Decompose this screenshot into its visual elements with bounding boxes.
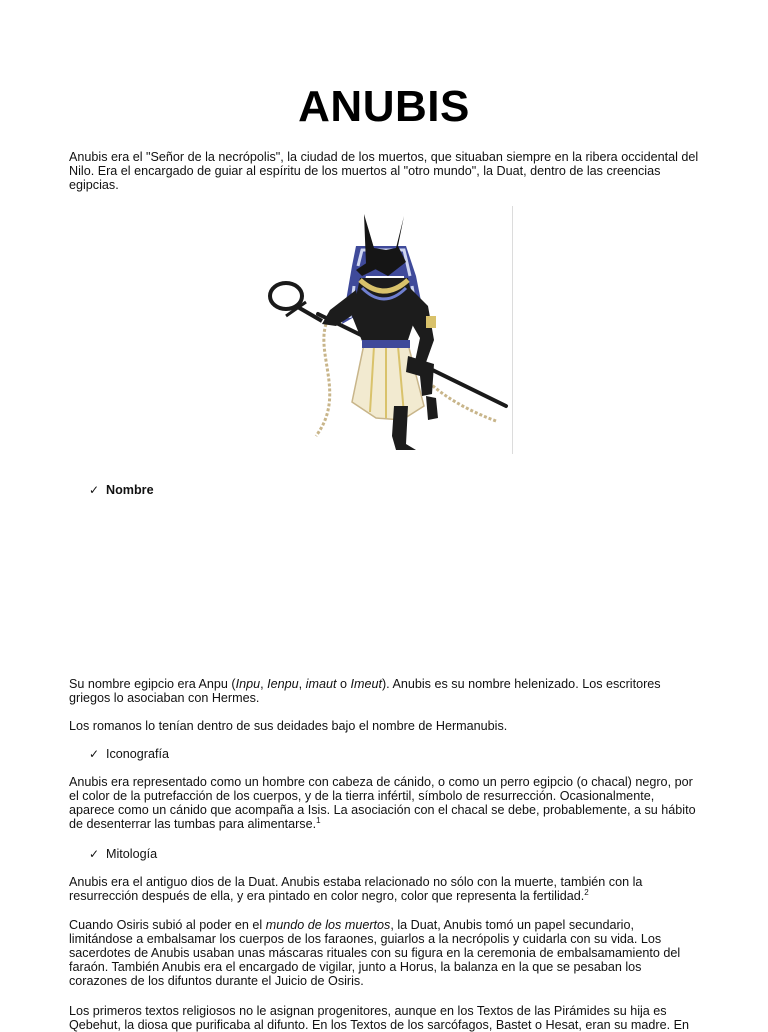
figure-edge bbox=[512, 206, 513, 454]
text-run: ). Anubis es su nombre helenizado. Los escritores griegos lo asociaban con Hermes. bbox=[69, 677, 661, 705]
name-variant: Imeut bbox=[350, 677, 382, 691]
section-heading-iconografia bbox=[89, 747, 169, 761]
text-run: o bbox=[336, 677, 351, 691]
anubis-figure bbox=[256, 206, 513, 454]
checkmark-icon: ✓ bbox=[89, 483, 100, 497]
mitologia-paragraph-1 bbox=[69, 875, 701, 903]
name-variant: imaut bbox=[305, 677, 337, 691]
section-label: Mitología bbox=[106, 847, 158, 861]
text-run: Anubis era representado como un hombre con cabeza de cánido, o como un perro egipcio (o chacal) negro, por el color de la putrefacción de los cuerpos, y de la tierra infértil, símbolo de resurrección. Ocasionalmente, aparece como un cánido que acompaña a Isis. La asociación con el chacal se debe, probablemente, a su hábito de desenterrar las tumbas para alimentarse. bbox=[69, 775, 696, 831]
text-run: Anubis era el antiguo dios de la Duat. Anubis estaba relacionado no sólo con la muerte, también con la resurrección después de ella, y era pintado en color negro, color que representa la fertilidad. bbox=[69, 875, 643, 903]
checkmark-icon: ✓ bbox=[89, 747, 100, 761]
page-title: ANUBIS bbox=[298, 82, 470, 131]
section-label: Iconografía bbox=[106, 747, 170, 761]
footnote-ref: 2 bbox=[584, 887, 589, 897]
text-run: Cuando Osiris subió al poder en el bbox=[69, 918, 266, 932]
footnote-ref: 1 bbox=[316, 815, 321, 825]
name-variant: Ienpu bbox=[267, 677, 299, 691]
emphasis: mundo de los muertos bbox=[265, 918, 391, 932]
nombre-paragraph-2: Los romanos lo tenían dentro de sus deidades bajo el nombre de Hermanubis. bbox=[69, 719, 508, 733]
text-run: , bbox=[298, 677, 306, 691]
mitologia-paragraph-3: Los primeros textos religiosos no le asignan progenitores, aunque en los Textos de las Pirámides su hija es Qebehut, la diosa que purificaba al difunto. En los Textos de los sarcófagos, Bastet o Hesat, eran su madre. En bbox=[69, 1004, 690, 1032]
intro-paragraph: Anubis era el "Señor de la necrópolis", la ciudad de los muertos, que situaban siempre en la ribera occidental del Nilo. Era el encargado de guiar al espíritu de los muertos al "otro mundo", la Duat, dentro de las creencias egipcias. bbox=[69, 150, 699, 192]
section-heading-mitologia bbox=[89, 847, 157, 861]
iconografia-paragraph bbox=[69, 775, 701, 831]
anubis-figure-icon bbox=[256, 206, 513, 454]
section-heading-nombre bbox=[89, 483, 154, 497]
mitologia-paragraph-2 bbox=[69, 918, 701, 988]
checkmark-icon: ✓ bbox=[89, 847, 100, 861]
name-variant: Inpu bbox=[235, 677, 261, 691]
nombre-paragraph-1 bbox=[69, 677, 701, 705]
text-run: , la Duat, Anubis tomó un papel secundario, limitándose a embalsamar los cuerpos de los faraones, guiarlos a la necrópolis y cuidarla con su vida. Los sacerdotes de Anubis usaban unas máscaras rituales con su figura en la ceremonia de embalsamamiento del faraón. También Anubis era el encargado de vigilar, junto a Horus, la balanza en la que se pesaban los corazones de los difuntos durante el Juicio de Osiris. bbox=[69, 918, 681, 988]
text-run: Su nombre egipcio era Anpu ( bbox=[69, 677, 236, 691]
section-label: Nombre bbox=[106, 483, 154, 497]
text-run: , bbox=[260, 677, 268, 691]
